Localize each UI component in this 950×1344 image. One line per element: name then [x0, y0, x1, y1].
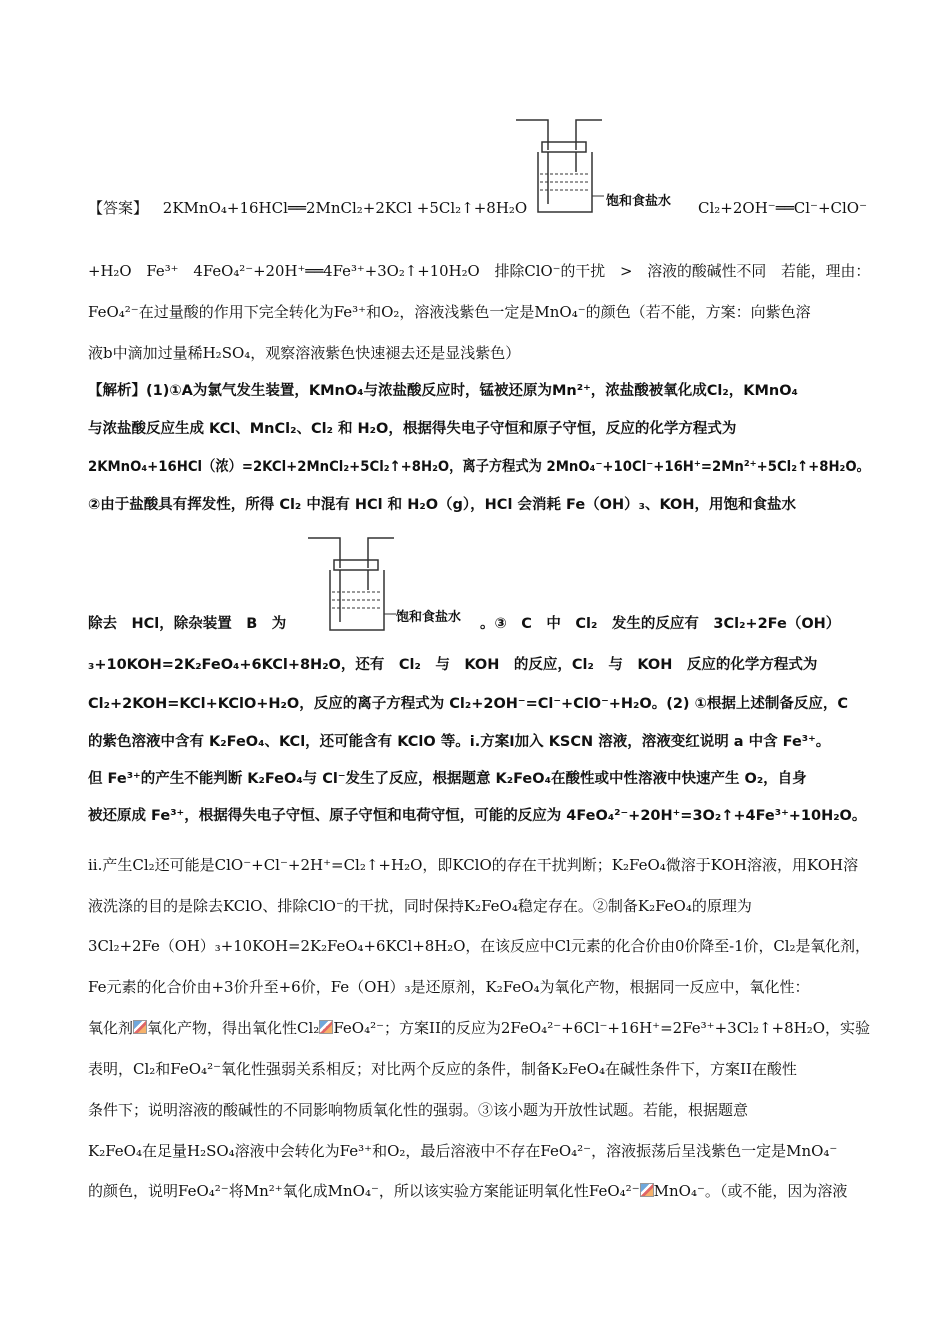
- body-line-19: [88, 1181, 847, 1201]
- broken-symbol-icon: [640, 1183, 654, 1197]
- figure-label-saturated-brine: 饱和食盐水: [396, 610, 462, 625]
- analysis-line-9: 但 Fe³⁺的产生不能判断 K₂FeO₄与 Cl⁻发生了反应，根据题意 K₂FeO₄在酸性或中性溶液中快速产生 O₂，自身: [88, 771, 807, 787]
- body-line-16: 表明，Cl₂和FeO₄²⁻氧化性强弱关系相反；对比两个反应的条件，制备K₂FeO₄在碱性条件下，方案II在酸性: [88, 1060, 797, 1078]
- answer-line-2: +H₂O Fe³⁺ 4FeO₄²⁻+20H⁺══4Fe³⁺+3O₂↑+10H₂O 排除ClO⁻的干扰 > 溶液的酸碱性不同 若能，理由：: [88, 262, 871, 280]
- analysis-line-3: 2KMnO₄+16HCl（浓）=2KCl+2MnCl₂+5Cl₂↑+8H₂O，离子方程式为 2MnO₄⁻+10Cl⁻+16H⁺=2Mn²⁺+5Cl₂↑+8H₂O。: [88, 459, 870, 475]
- body-line-18: K₂FeO₄在足量H₂SO₄溶液中会转化为Fe³⁺和O₂，最后溶液中不存在FeO₄²⁻，溶液振荡后呈浅紫色一定是MnO₄⁻: [88, 1142, 838, 1160]
- body-line-14: Fe元素的化合价由+3价升至+6价，Fe（OH）₃是还原剂，K₂FeO₄为氧化产物，根据同一反应中，氧化性：: [88, 978, 810, 996]
- answer-line-1: [88, 198, 527, 218]
- body-line-19-part-a: 的颜色，说明FeO₄²⁻将Mn²⁺氧化成MnO₄⁻，所以该实验方案能证明氧化性FeO₄²⁻: [88, 1182, 640, 1200]
- wash-bottle-drawing: [300, 530, 490, 638]
- wash-bottle-figure-2: [300, 530, 490, 638]
- figure-label-saturated-brine: 饱和食盐水: [606, 194, 672, 209]
- body-line-15-part-c: FeO₄²⁻；方案II的反应为2FeO₄²⁻+6Cl⁻+16H⁺=2Fe³⁺+3Cl₂↑+8H₂O，实验: [333, 1019, 871, 1037]
- analysis-line-5b: 。③ C 中 Cl₂ 发生的反应有 3Cl₂+2Fe（OH）: [480, 616, 841, 632]
- body-line-11: ii.产生Cl₂还可能是ClO⁻+Cl⁻+2H⁺=Cl₂↑+H₂O，即KClO的存在干扰判断；K₂FeO₄微溶于KOH溶液，用KOH溶: [88, 856, 859, 874]
- answer-line-4: 液b中滴加过量稀H₂SO₄，观察溶液紫色快速褪去还是显浅紫色）: [88, 344, 521, 362]
- answer-equation-2: Cl₂+2OH⁻══Cl⁻+ClO⁻: [698, 199, 868, 217]
- analysis-line-8: 的紫色溶液中含有 K₂FeO₄、KCl，还可能含有 KClO 等。i.方案Ⅰ加入 KSCN 溶液，溶液变红说明 a 中含 Fe³⁺。: [88, 734, 831, 750]
- body-line-15: [88, 1018, 870, 1038]
- body-line-13: 3Cl₂+2Fe（OH）₃+10KOH=2K₂FeO₄+6KCl+8H₂O，在该反应中Cl元素的化合价由0价降至-1价，Cl₂是氧化剂，: [88, 937, 870, 955]
- answer-label: 【答案】: [88, 199, 149, 217]
- analysis-line-2: 与浓盐酸反应生成 KCl、MnCl₂、Cl₂ 和 H₂O，根据得失电子守恒和原子守恒，反应的化学方程式为: [88, 421, 737, 437]
- body-line-17: 条件下；说明溶液的酸碱性的不同影响物质氧化性的强弱。③该小题为开放性试题。若能，根据题意: [88, 1101, 749, 1119]
- analysis-line-4: ②由于盐酸具有挥发性，所得 Cl₂ 中混有 HCl 和 H₂O（g），HCl 会消耗 Fe（OH）₃、KOH，用饱和食盐水: [88, 497, 797, 513]
- body-line-19-part-b: MnO₄⁻。（或不能，因为溶液: [653, 1182, 848, 1200]
- broken-symbol-icon: [319, 1020, 333, 1034]
- broken-symbol-icon: [133, 1020, 147, 1034]
- analysis-line-1: 【解析】(1)①A为氯气发生装置，KMnO₄与浓盐酸反应时，锰被还原为Mn²⁺，浓盐酸被氧化成Cl₂，KMnO₄: [88, 383, 798, 399]
- answer-line-3: FeO₄²⁻在过量酸的作用下完全转化为Fe³⁺和O₂，溶液浅紫色一定是MnO₄⁻的颜色（若不能，方案：向紫色溶: [88, 303, 811, 321]
- analysis-line-7: Cl₂+2KOH=KCl+KClO+H₂O，反应的离子方程式为 Cl₂+2OH⁻=Cl⁻+ClO⁻+H₂O。(2) ①根据上述制备反应，C: [88, 696, 849, 712]
- answer-equation-1: 2KMnO₄+16HCl══2MnCl₂+2KCl +5Cl₂↑+8H₂O: [162, 199, 528, 217]
- analysis-line-5a: 除去 HCl，除杂装置 B 为: [88, 616, 287, 632]
- body-line-12: 液洗涤的目的是除去KClO、排除ClO⁻的干扰，同时保持K₂FeO₄稳定存在。②制备K₂FeO₄的原理为: [88, 897, 752, 915]
- analysis-line-6: ₃+10KOH=2K₂FeO₄+6KCl+8H₂O，还有 Cl₂ 与 KOH 的反应，Cl₂ 与 KOH 反应的化学方程式为: [88, 657, 818, 673]
- analysis-line-10: 被还原成 Fe³⁺，根据得失电子守恒、原子守恒和电荷守恒，可能的反应为 4FeO₄²⁻+20H⁺=3O₂↑+4Fe³⁺+10H₂O。: [88, 808, 867, 824]
- body-line-15-part-a: 氧化剂: [88, 1019, 134, 1037]
- body-line-15-part-b: 氧化产物，得出氧化性Cl₂: [147, 1019, 320, 1037]
